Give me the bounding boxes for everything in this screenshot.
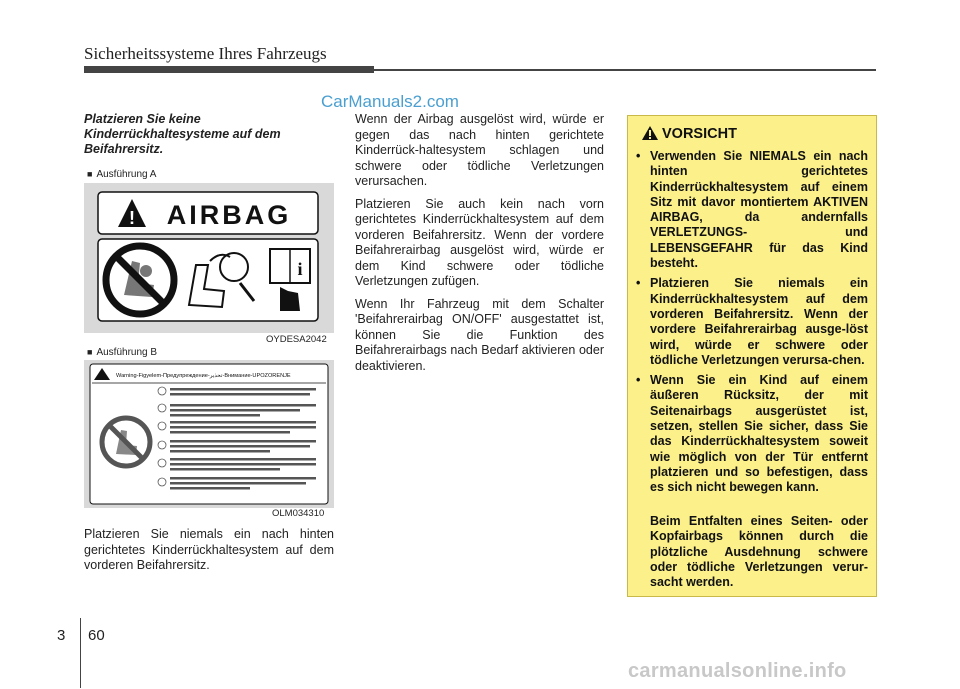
caution-box [627,115,877,597]
square-bullet-icon: ■ [87,347,93,357]
label-b-header: Warning-Figyelem-Предупреждение-تحذير-Внимание-UPOZORENJE [116,373,291,379]
caption-variant-b-text: Ausführung B [96,347,158,358]
caution-title [642,126,737,142]
caution-title-text: VORSICHT [662,126,737,142]
page-header-title: Sicherheitssysteme Ihres Fahrzeugs [84,44,327,63]
middle-column [355,112,604,381]
middle-paragraph: Wenn der Airbag ausgelöst wird, würde er gegen das nach hinten gerichtete Kinderrück-haltesystem schlagen und schwere oder tödliche Verletzungen verursachen. [355,112,604,188]
middle-paragraph: Wenn Ihr Fahrzeug mit dem Schalter 'Beifahrerairbag ON/OFF' ausgestattet ist, können Sie die Funktion des Beifahrerairbags nach Bedarf aktivieren oder deaktivieren. [355,296,604,373]
airbag-warning-label-b [84,360,334,508]
chapter-number: 3 [57,627,66,644]
airbag-label-illustration [84,183,334,333]
caution-item: • Platzieren Sie niemals ein Kinderrückhaltesystem auf dem vorderen Beifahrersitz. Wenn der vordere Beifahrerairbag ausge-löst wird, würde er schwere oder tödliche Verletzungen verursa-chen. [636,276,868,367]
caption-variant-a-text: Ausführung A [96,169,157,180]
page-number: 60 [88,627,105,644]
no-child-seat-icon [106,246,174,314]
footer-rule [80,618,81,688]
header-rule [84,66,876,73]
header-rule-dark [84,66,374,73]
caution-extra-paragraph: Beim Entfalten eines Seiten- oder Kopfairbags können durch die plötzliche Ausdehnung schwere oder tödliche Verletzungen verur-sacht werden. [650,514,868,590]
middle-paragraph: Platzieren Sie auch kein nach vorn gerichtetes Kinderrückhaltesystem auf dem vorderen Beifahrersitz. Wenn der vordere Beifahrerairbag ausgelöst wird, würde er dem Kind schwere oder tödliche Verletzungen zufügen. [355,196,604,288]
section-heading: Platzieren Sie keine Kinderrückhaltesysteme auf dem Beifahrersitz. [84,112,281,156]
caution-item: • Verwenden Sie NIEMALS ein nach hinten gerichtetes Kinderrückhaltesystem auf einem Sitz mit davor montiertem AKTIVEN AIRBAG, da andernfalls VERLETZUNGS- und LEBENSGEFAHR für das Kind besteht. [636,149,868,271]
caption-variant-a [87,169,156,180]
header-rule-line [374,69,876,71]
figure-code-a: OYDESA2042 [266,334,327,345]
airbag-sign-text: AIRBAG [166,200,292,230]
caution-item: • Wenn Sie ein Kind auf einem äußeren Rücksitz, der mit Seitenairbags ausgerüstet ist, setzen, stellen Sie sicher, dass Sie das Kinderrückhaltesystem soweit wie möglich von der Tür entfernt platzieren und so befestigen, dass es sich nicht bewegen kann. [636,373,868,495]
svg-text:i: i [297,259,303,279]
no-child-seat-icon [102,418,150,466]
watermark-carmanuals2: CarManuals2.com [321,92,459,111]
caption-variant-b [87,347,157,358]
watermark-carmanualsonline: carmanualsonline.info [628,660,847,682]
caution-list [636,149,868,501]
square-bullet-icon: ■ [87,169,93,179]
left-body-text: Platzieren Sie niemals ein nach hinten gerichtetes Kinderrückhaltesystem auf dem vorderen Beifahrersitz. [84,527,334,572]
warning-triangle-icon [642,126,658,141]
figure-code-b: OLM034310 [272,508,325,519]
svg-text:!: ! [129,208,135,228]
airbag-warning-label-a [84,183,334,333]
multilingual-label-illustration [84,360,334,508]
